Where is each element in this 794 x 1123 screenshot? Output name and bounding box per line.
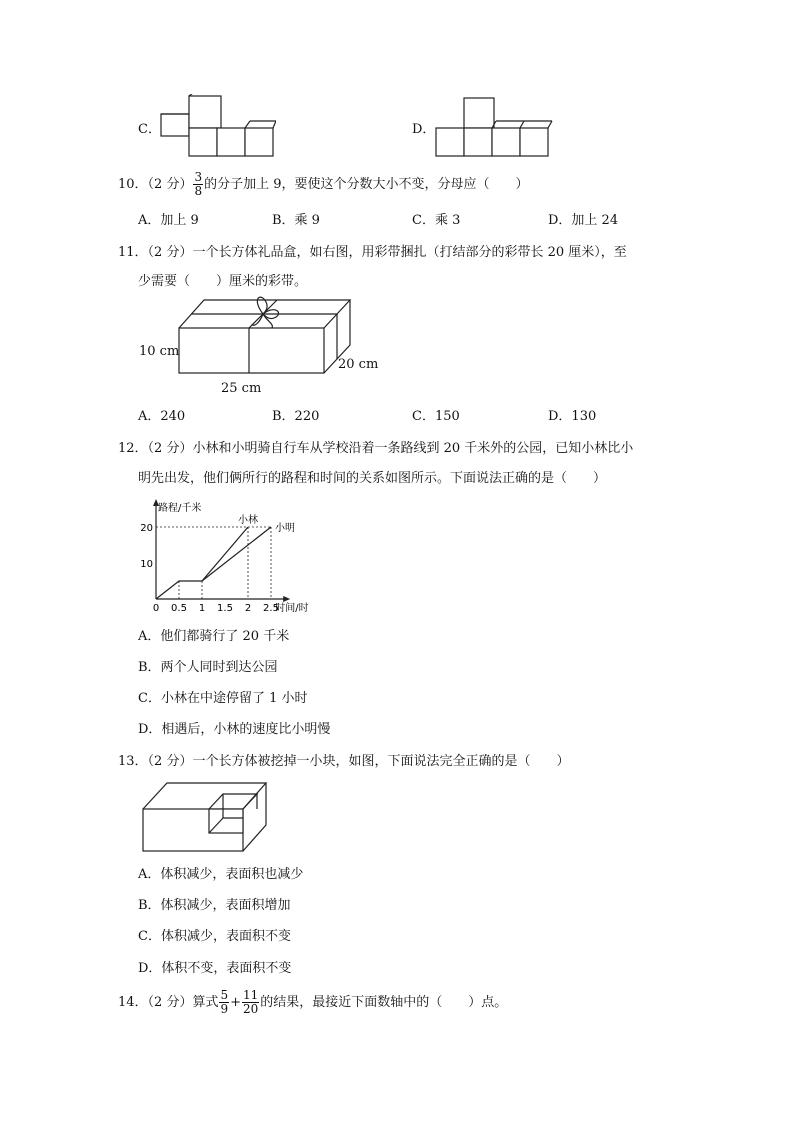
question-text: 小林和小明骑自行车从学校沿着一条路线到 20 千米外的公园，已知小林比小 bbox=[192, 441, 634, 456]
option-b[interactable]: B．乘 9 bbox=[272, 213, 320, 228]
x-tick-label: 2 bbox=[244, 603, 252, 614]
fraction-denominator: 9 bbox=[220, 1002, 229, 1016]
fraction-1 bbox=[219, 989, 229, 1016]
option-d[interactable]: D．加上 24 bbox=[548, 213, 619, 228]
option-d[interactable]: D．体积不变，表面积不变 bbox=[138, 961, 292, 976]
question-number: 13． bbox=[118, 754, 148, 769]
question-text: 一个长方体被挖掉一小块，如图，下面说法完全正确的是（ ） bbox=[192, 754, 570, 769]
box-length-label: 25 cm bbox=[221, 381, 262, 396]
series-label-2: 小明 bbox=[275, 523, 295, 534]
question-number: 14． bbox=[118, 995, 148, 1010]
fraction bbox=[193, 171, 203, 198]
option-a[interactable]: A．加上 9 bbox=[138, 213, 199, 228]
option-d-label: D． bbox=[412, 122, 436, 137]
series-line-2 bbox=[202, 527, 271, 581]
series-label-1: 小林 bbox=[238, 515, 258, 526]
x-tick-label: 2.5 bbox=[263, 603, 279, 614]
question-number: 12． bbox=[118, 441, 148, 456]
question-text: 一个长方体礼品盒，如右图，用彩带捆扎（打结部分的彩带长 20 厘米），至 bbox=[192, 245, 627, 260]
x-tick-label: 1 bbox=[198, 603, 206, 614]
option-c-cube-net bbox=[160, 94, 276, 158]
option-c[interactable]: C．体积减少，表面积不变 bbox=[138, 929, 291, 944]
fraction-denominator: 20 bbox=[243, 1002, 259, 1016]
x-tick-label: 0 bbox=[152, 603, 160, 614]
y-axis-title: 路程/千米 bbox=[158, 503, 202, 514]
question-text-suffix: 的结果，最接近下面数轴中的（ ）点。 bbox=[260, 995, 508, 1010]
question-score: （2 分） bbox=[147, 754, 193, 769]
option-b[interactable]: B．两个人同时到达公园 bbox=[138, 660, 278, 675]
x-tick-label: 0.5 bbox=[171, 603, 187, 614]
question-text-prefix: 算式 bbox=[192, 995, 219, 1010]
option-d[interactable]: D．130 bbox=[548, 409, 597, 424]
cuboid-notch-figure bbox=[140, 777, 270, 855]
option-a[interactable]: A．240 bbox=[138, 409, 186, 424]
x-axis-arrow bbox=[283, 596, 290, 602]
question-score: （2 分） bbox=[147, 441, 193, 456]
series-line-1 bbox=[156, 527, 248, 599]
question-10-stem bbox=[118, 171, 529, 198]
question-12-stem-line1 bbox=[118, 437, 633, 456]
question-score: （2 分） bbox=[147, 177, 193, 192]
fraction-2 bbox=[242, 989, 259, 1016]
fraction-numerator: 5 bbox=[220, 988, 229, 1002]
option-c-label: C． bbox=[138, 122, 161, 137]
question-score: （2 分） bbox=[147, 995, 193, 1010]
question-11-stem-line2: 少需要（ ）厘米的彩带。 bbox=[138, 274, 308, 289]
option-c[interactable]: C．小林在中途停留了 1 小时 bbox=[138, 691, 308, 706]
x-tick-label: 1.5 bbox=[217, 603, 233, 614]
x-axis-title: 时间/时 bbox=[275, 603, 309, 614]
option-d[interactable]: D．相遇后，小林的速度比小明慢 bbox=[138, 722, 331, 737]
option-c[interactable]: C．乘 3 bbox=[412, 213, 461, 228]
question-number: 11． bbox=[118, 245, 148, 260]
y-tick-label: 20 bbox=[140, 523, 153, 534]
fraction-numerator: 3 bbox=[194, 170, 203, 184]
question-11-stem-line1 bbox=[118, 241, 627, 260]
fraction-numerator: 11 bbox=[243, 988, 259, 1002]
question-text: 的分子加上 9，要使这个分数大小不变，分母应（ ） bbox=[204, 177, 529, 192]
option-a[interactable]: A．体积减少，表面积也减少 bbox=[138, 867, 304, 882]
option-c[interactable]: C．150 bbox=[412, 409, 460, 424]
option-a[interactable]: A．他们都骑行了 20 千米 bbox=[138, 629, 290, 644]
question-12-stem-line2: 明先出发，他们俩所行的路程和时间的关系如图所示。下面说法正确的是（ ） bbox=[138, 471, 607, 486]
y-tick-label: 10 bbox=[140, 559, 153, 570]
option-b[interactable]: B．220 bbox=[272, 409, 320, 424]
question-13-stem bbox=[118, 750, 569, 769]
plus-sign: + bbox=[230, 995, 242, 1010]
question-number: 10． bbox=[118, 177, 148, 192]
distance-time-chart bbox=[138, 495, 328, 615]
option-d-cube-net bbox=[434, 94, 554, 158]
option-b[interactable]: B．体积减少，表面积增加 bbox=[138, 898, 291, 913]
box-height-label: 10 cm bbox=[139, 344, 180, 359]
question-14-stem bbox=[118, 989, 507, 1016]
box-width-label: 20 cm bbox=[338, 357, 379, 372]
question-score: （2 分） bbox=[147, 245, 193, 260]
fraction-denominator: 8 bbox=[194, 184, 203, 198]
